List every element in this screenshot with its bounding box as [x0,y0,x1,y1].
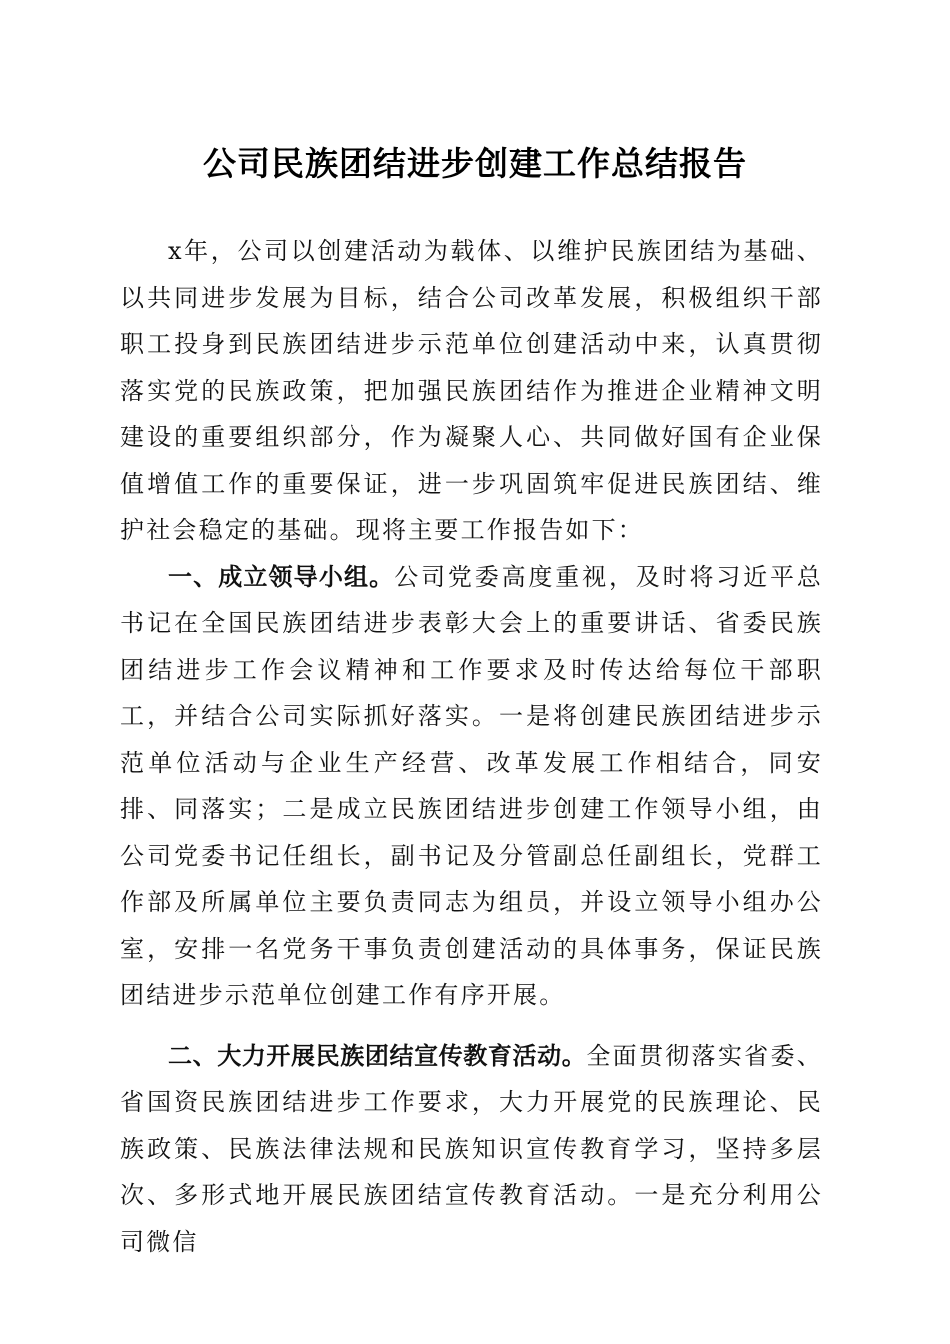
section-paragraph-2 [120,1033,823,1266]
section-text-2: 全面贯彻落实省委、省国资民族团结进步工作要求，大力开展党的民族理论、民族政策、民族法律法规和民族知识宣传教育学习，坚持多层次、多形式地开展民族团结宣传教育活动。一是充分利用公司微信 [120,1041,823,1256]
section-text-1: 公司党委高度重视，及时将习近平总书记在全国民族团结进步表彰大会上的重要讲话、省委民族团结进步工作会议精神和工作要求及时传达给每位干部职工，并结合公司实际抓好落实。一是将创建民族团结进步示范单位活动与企业生产经营、改革发展工作相结合，同安排、同落实；二是成立民族团结进步创建工作领导小组，由公司党委书记任组长，副书记及分管副总任副组长，党群工作部及所属单位主要负责同志为组员，并设立领导小组办公室，安排一名党务干事负责创建活动的具体事务，保证民族团结进步示范单位创建工作有序开展。 [120,562,824,1009]
section-heading-1: 一、成立领导小组。 [168,562,395,591]
intro-paragraph: x年，公司以创建活动为载体、以维护民族团结为基础、以共同进步发展为目标，结合公司改革发展，积极组织干部职工投身到民族团结进步示范单位创建活动中来，认真贯彻落实党的民族政策，把加强民族团结作为推进企业精神文明建设的重要组织部分，作为凝聚人心、共同做好国有企业保值增值工作的重要保证，进一步巩固筑牢促进民族团结、维护社会稳定的基础。现将主要工作报告如下： [120,237,823,544]
document-body [120,228,823,1265]
section-paragraph-1 [120,554,823,1019]
section-heading-2: 二、大力开展民族团结宣传教育活动。 [168,1041,587,1070]
document-title: 公司民族团结进步创建工作总结报告 [203,144,747,183]
